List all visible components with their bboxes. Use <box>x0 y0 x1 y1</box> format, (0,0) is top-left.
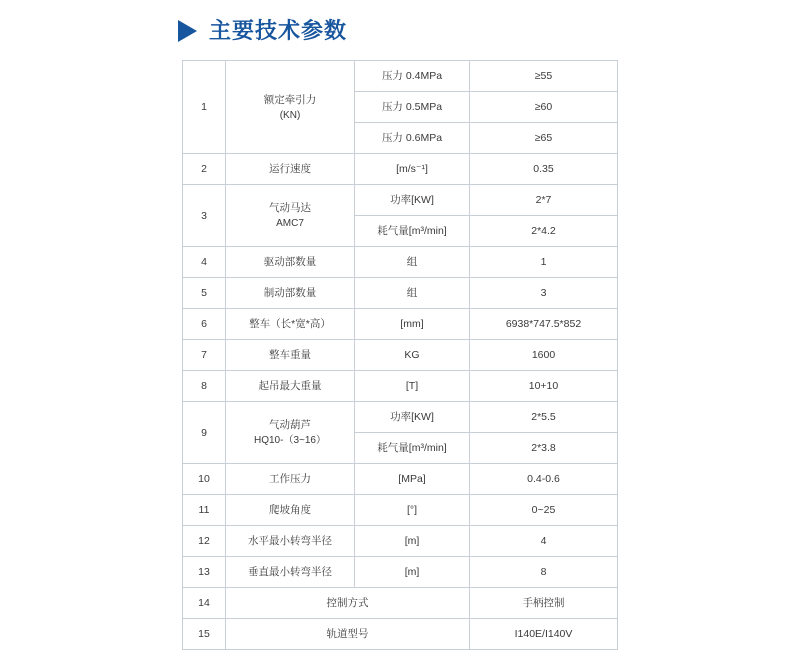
unit-cell: [°] <box>355 495 470 526</box>
parameter-name-text: 控制方式 <box>326 597 369 610</box>
table-row <box>183 557 618 588</box>
parameter-name-text: 气动葫芦 <box>269 419 311 432</box>
value-cell: 4 <box>470 526 618 557</box>
parameter-name-text: 水平最小转弯半径 <box>248 535 332 548</box>
row-number-cell: 7 <box>183 340 226 371</box>
table-row <box>183 154 618 185</box>
row-number-cell: 4 <box>183 247 226 278</box>
unit-cell: 压力 0.5MPa <box>355 92 470 123</box>
table-row <box>183 185 618 216</box>
parameter-name-cell <box>226 619 470 650</box>
table-row <box>183 526 618 557</box>
unit-cell: 组 <box>355 247 470 278</box>
unit-cell: 压力 0.6MPa <box>355 123 470 154</box>
row-number-cell: 13 <box>183 557 226 588</box>
parameter-name-cell <box>226 464 355 495</box>
row-number-cell: 2 <box>183 154 226 185</box>
value-cell: 1 <box>470 247 618 278</box>
parameter-name-cell <box>226 61 355 154</box>
unit-cell: [MPa] <box>355 464 470 495</box>
parameter-name-text: 气动马达 <box>269 202 311 215</box>
value-cell: 3 <box>470 278 618 309</box>
parameter-name-cell <box>226 340 355 371</box>
parameter-model-text: AMC7 <box>276 218 304 230</box>
unit-cell: [m] <box>355 526 470 557</box>
value-cell: 10+10 <box>470 371 618 402</box>
value-cell: ≥60 <box>470 92 618 123</box>
parameter-name-cell <box>226 495 355 526</box>
table-row <box>183 340 618 371</box>
table-row <box>183 619 618 650</box>
parameter-name-text: 起吊最大重量 <box>258 380 322 393</box>
spec-table <box>182 60 618 650</box>
table-row <box>183 402 618 433</box>
value-cell: 6938*747.5*852 <box>470 309 618 340</box>
row-number-cell: 12 <box>183 526 226 557</box>
parameter-name-text: 驱动部数量 <box>263 256 317 269</box>
value-cell: 0~25 <box>470 495 618 526</box>
unit-cell: [m/s⁻¹] <box>355 154 470 185</box>
table-row <box>183 371 618 402</box>
table-row <box>183 278 618 309</box>
parameter-name-cell <box>226 588 470 619</box>
unit-cell: KG <box>355 340 470 371</box>
parameter-name-text: 额定牵引力 <box>263 93 317 106</box>
value-cell: 2*7 <box>470 185 618 216</box>
value-cell: 0.4-0.6 <box>470 464 618 495</box>
parameter-name-cell <box>226 309 355 340</box>
row-number-cell: 5 <box>183 278 226 309</box>
value-cell: 2*4.2 <box>470 216 618 247</box>
page-title <box>0 0 800 54</box>
value-cell: 手柄控制 <box>470 588 618 619</box>
parameter-name-text: 工作压力 <box>269 473 311 486</box>
page-title-text: 主要技术参数 <box>209 18 348 43</box>
value-cell: ≥65 <box>470 123 618 154</box>
row-number-cell: 11 <box>183 495 226 526</box>
row-number-cell: 6 <box>183 309 226 340</box>
table-row <box>183 309 618 340</box>
row-number-cell: 14 <box>183 588 226 619</box>
table-row <box>183 247 618 278</box>
parameter-name-cell <box>226 185 355 247</box>
table-row <box>183 61 618 92</box>
row-number-cell: 9 <box>183 402 226 464</box>
parameter-name-text: 轨道型号 <box>326 628 369 641</box>
unit-cell: 组 <box>355 278 470 309</box>
parameter-name-text: 整车（长*宽*高） <box>249 318 331 331</box>
parameter-model-text: HQ10-（3~16） <box>254 435 326 447</box>
triangle-arrow-icon <box>178 20 197 42</box>
unit-cell: 功率[KW] <box>355 402 470 433</box>
parameter-name-text: 垂直最小转弯半径 <box>248 566 332 579</box>
row-number-cell: 1 <box>183 61 226 154</box>
parameter-name-cell <box>226 526 355 557</box>
value-cell: 8 <box>470 557 618 588</box>
parameter-name-text: 整车重量 <box>269 349 311 362</box>
parameter-name-cell <box>226 278 355 309</box>
parameter-name-cell <box>226 402 355 464</box>
unit-cell: [T] <box>355 371 470 402</box>
parameter-name-text: 运行速度 <box>269 163 311 176</box>
row-number-cell: 3 <box>183 185 226 247</box>
unit-cell: [m] <box>355 557 470 588</box>
parameter-name-cell <box>226 371 355 402</box>
parameter-model-text: (KN) <box>279 109 301 121</box>
table-row <box>183 495 618 526</box>
value-cell: ≥55 <box>470 61 618 92</box>
value-cell: 2*3.8 <box>470 433 618 464</box>
parameter-name-text: 爬坡角度 <box>269 504 311 517</box>
value-cell: 0.35 <box>470 154 618 185</box>
unit-cell: 功率[KW] <box>355 185 470 216</box>
unit-cell: [mm] <box>355 309 470 340</box>
table-row <box>183 464 618 495</box>
parameter-name-text: 制动部数量 <box>263 287 317 300</box>
parameter-name-cell <box>226 154 355 185</box>
unit-cell: 耗气量[m³/min] <box>355 433 470 464</box>
row-number-cell: 15 <box>183 619 226 650</box>
value-cell: 1600 <box>470 340 618 371</box>
parameter-name-cell <box>226 247 355 278</box>
table-row <box>183 588 618 619</box>
row-number-cell: 8 <box>183 371 226 402</box>
unit-cell: 压力 0.4MPa <box>355 61 470 92</box>
row-number-cell: 10 <box>183 464 226 495</box>
value-cell: 2*5.5 <box>470 402 618 433</box>
unit-cell: 耗气量[m³/min] <box>355 216 470 247</box>
parameter-name-cell <box>226 557 355 588</box>
value-cell: I140E/I140V <box>470 619 618 650</box>
